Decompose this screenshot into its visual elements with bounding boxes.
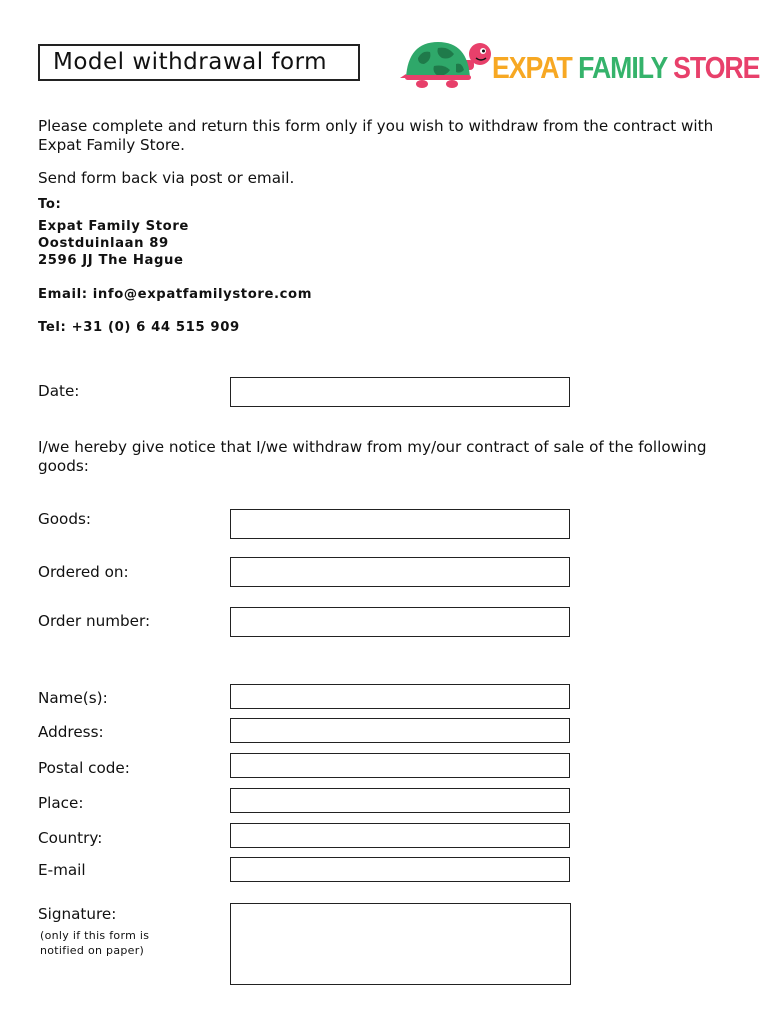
country-input[interactable] bbox=[230, 823, 570, 848]
country-label: Country: bbox=[38, 829, 103, 847]
place-input[interactable] bbox=[230, 788, 570, 813]
order-number-label: Order number: bbox=[38, 612, 151, 630]
goods-label: Goods: bbox=[38, 510, 92, 528]
form-title: Model withdrawal form bbox=[38, 44, 360, 81]
expat-family-store-logo bbox=[400, 36, 760, 96]
signature-note bbox=[40, 928, 149, 958]
date-input[interactable] bbox=[230, 377, 570, 407]
turtle-icon bbox=[400, 36, 492, 96]
signature-input[interactable] bbox=[230, 903, 571, 985]
names-input[interactable] bbox=[230, 684, 570, 709]
signature-label: Signature: bbox=[38, 905, 117, 923]
recipient-name: Expat Family Store bbox=[38, 219, 189, 234]
postal-code-input[interactable] bbox=[230, 753, 570, 778]
withdrawal-notice: I/we hereby give notice that I/we withdraw from my/our contract of sale of the following goods: bbox=[38, 438, 707, 475]
address-label: Address: bbox=[38, 723, 104, 741]
recipient-email: Email: info@expatfamilystore.com bbox=[38, 287, 313, 302]
date-label: Date: bbox=[38, 382, 80, 400]
send-instructions: Send form back via post or email. bbox=[38, 169, 295, 187]
order-number-input[interactable] bbox=[230, 607, 570, 637]
email-label: E-mail bbox=[38, 861, 86, 879]
recipient-street: Oostduinlaan 89 bbox=[38, 236, 169, 251]
logo-wordmark bbox=[492, 50, 759, 86]
ordered-on-input[interactable] bbox=[230, 557, 570, 587]
logo-word-family: FAMILY bbox=[578, 50, 667, 85]
intro-text: Please complete and return this form only if you wish to withdraw from the contract with Expat Family Store. bbox=[38, 117, 714, 154]
place-label: Place: bbox=[38, 794, 84, 812]
signature-note-line-2: notified on paper) bbox=[40, 944, 145, 957]
ordered-on-label: Ordered on: bbox=[38, 563, 129, 581]
postal-code-label: Postal code: bbox=[38, 759, 130, 777]
recipient-to-label: To: bbox=[38, 197, 62, 212]
recipient-city: 2596 JJ The Hague bbox=[38, 253, 184, 268]
address-input[interactable] bbox=[230, 718, 570, 743]
email-input[interactable] bbox=[230, 857, 570, 882]
goods-input[interactable] bbox=[230, 509, 570, 539]
recipient-phone: Tel: +31 (0) 6 44 515 909 bbox=[38, 320, 240, 335]
logo-word-expat: EXPAT bbox=[492, 50, 572, 85]
signature-note-line-1: (only if this form is bbox=[40, 929, 150, 942]
logo-word-store: STORE bbox=[673, 50, 760, 85]
names-label: Name(s): bbox=[38, 689, 108, 707]
